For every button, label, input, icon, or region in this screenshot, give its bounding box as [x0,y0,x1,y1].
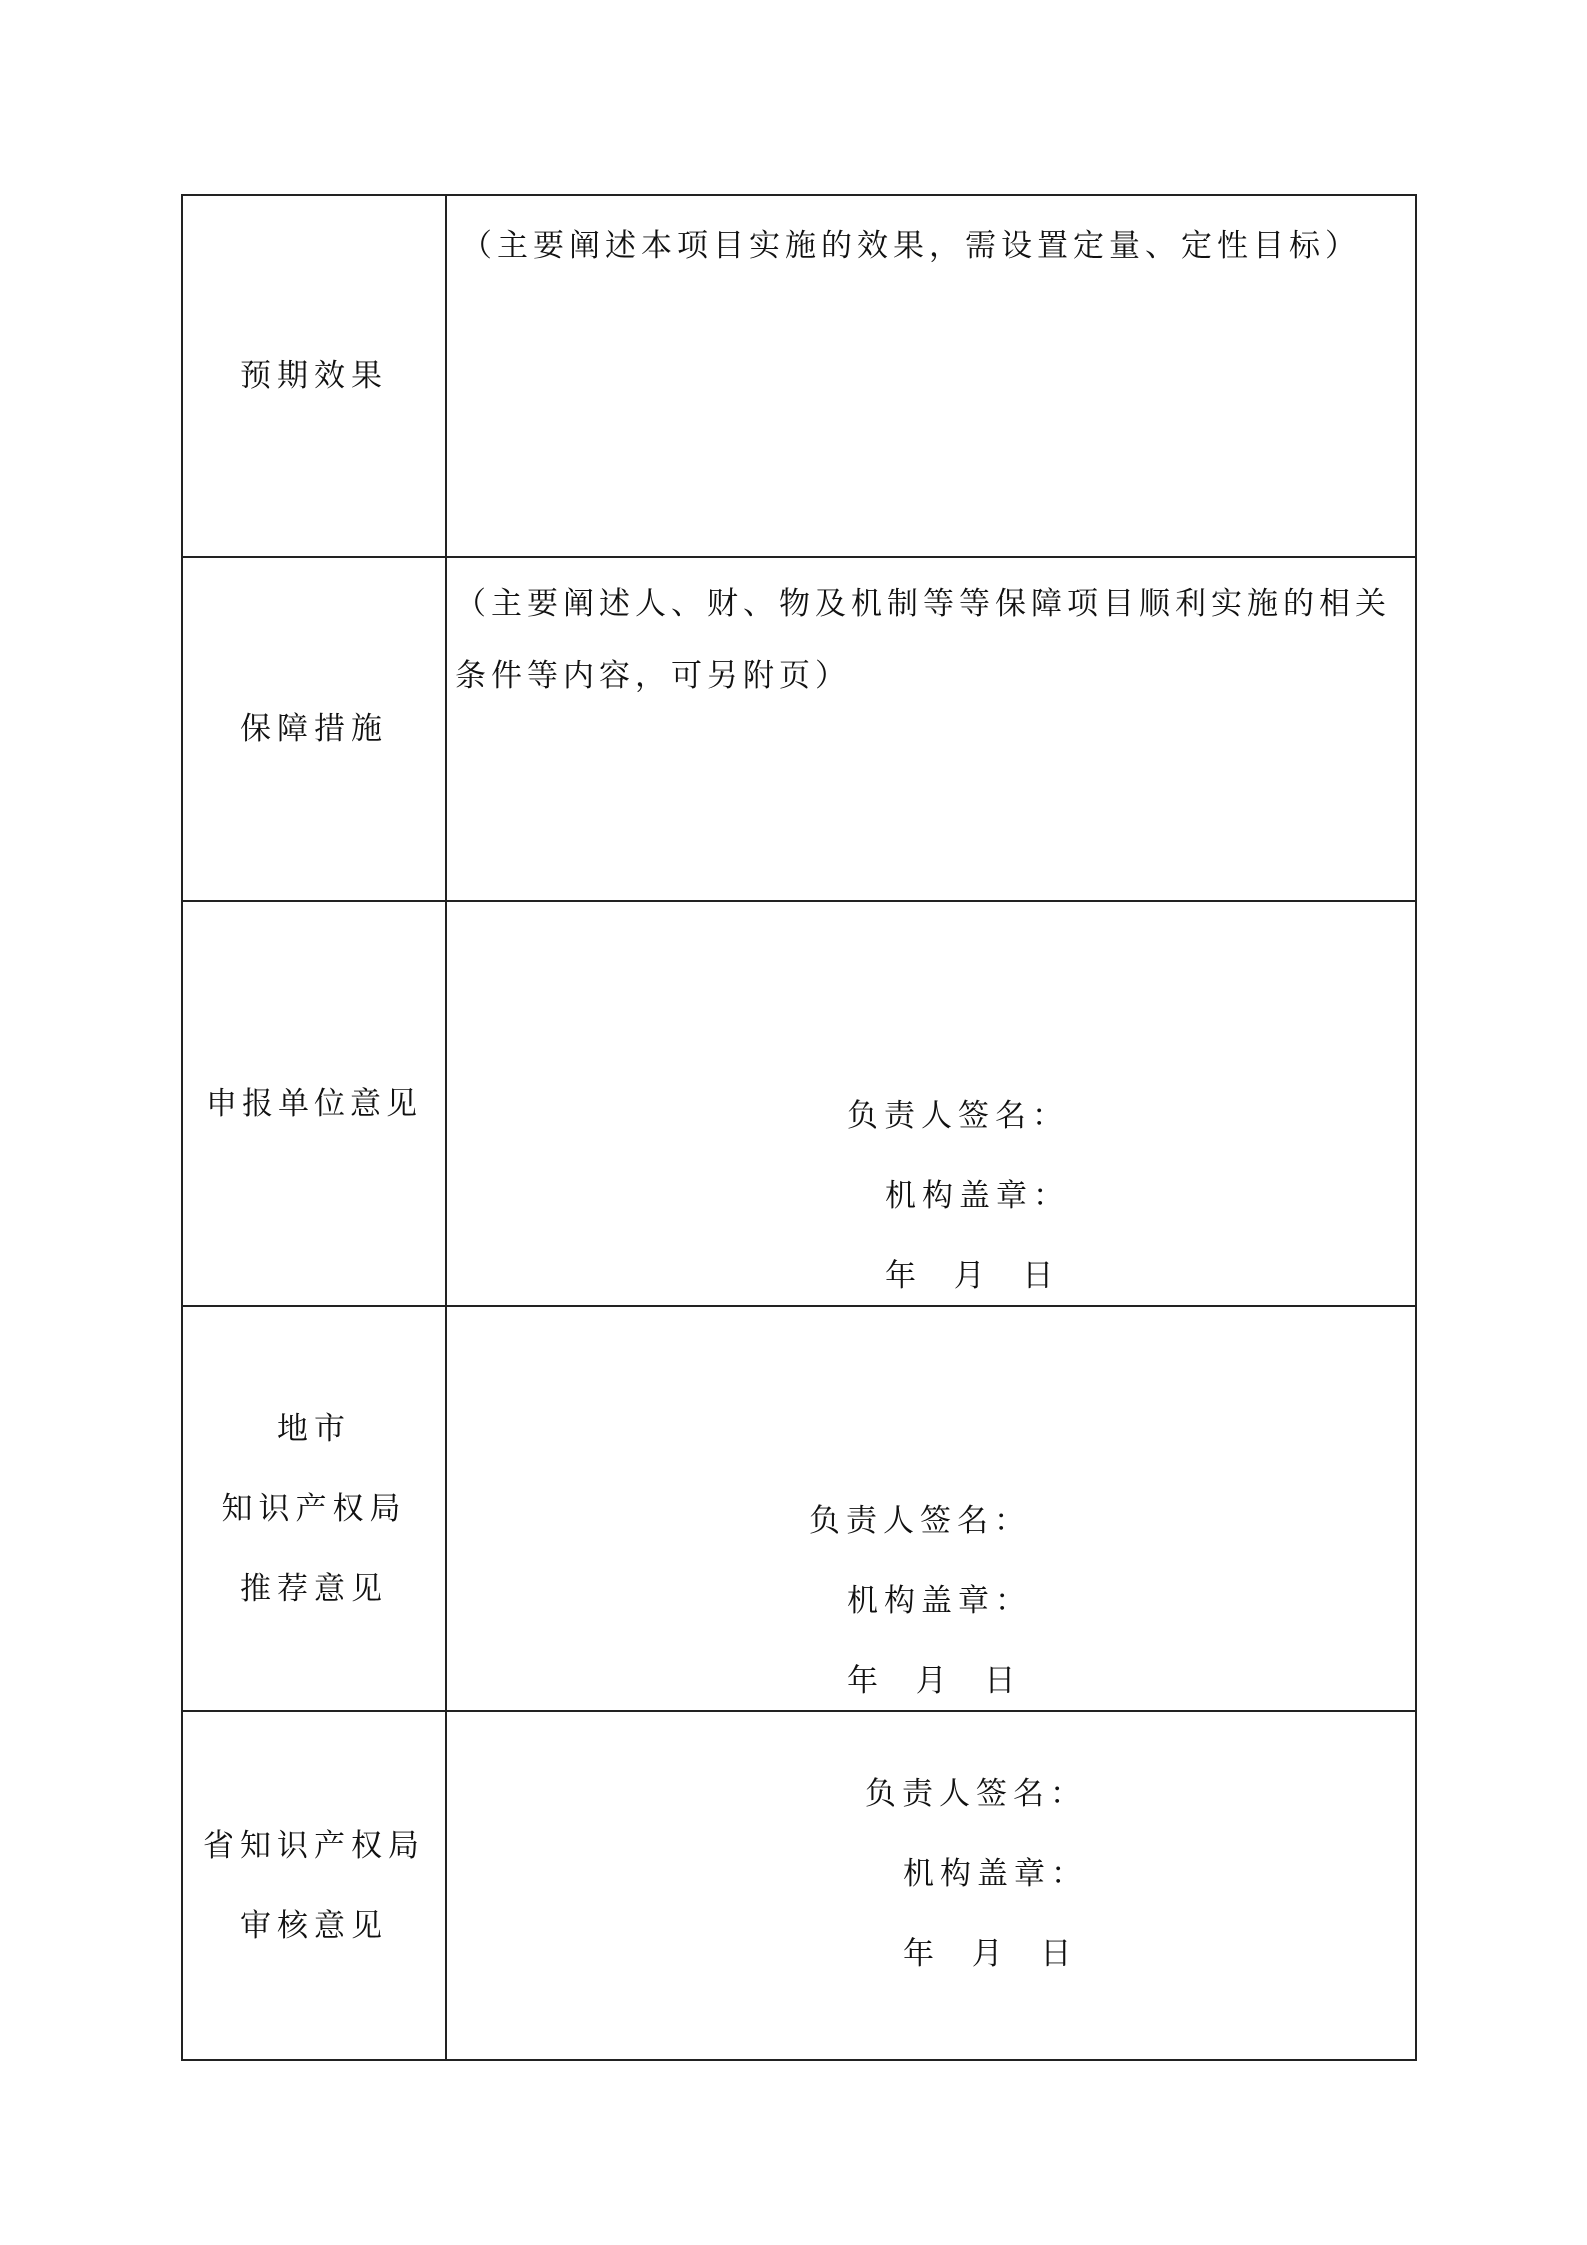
province-label-line-2: 审核意见 [240,1907,388,1944]
expected-effect-row [182,195,1416,557]
city-signature-label: 负责人签名： [809,1503,1031,1539]
province-signature-block [865,1754,1088,1994]
applicant-opinion-field[interactable] [446,901,1416,1306]
application-form-table [181,194,1417,2061]
city-opinion-row [182,1306,1416,1711]
city-label-line-1: 地市 [277,1410,351,1447]
province-signature-label: 负责人签名： [865,1776,1087,1812]
applicant-signature-label: 负责人签名： [847,1098,1069,1134]
province-opinion-field[interactable] [446,1711,1416,2060]
applicant-date-label: 年 月 日 [885,1258,1060,1294]
city-signature-block [809,1481,1032,1721]
city-seal-label: 机构盖章： [847,1583,1032,1619]
expected-effect-field[interactable] [446,195,1416,557]
safeguard-measures-field[interactable] [446,557,1416,901]
safeguard-measures-label: 保障措施 [182,557,446,901]
city-opinion-label [182,1306,446,1711]
expected-effect-label: 预期效果 [182,195,446,557]
city-date-label: 年 月 日 [847,1663,1022,1699]
applicant-seal-label: 机构盖章： [885,1178,1070,1214]
province-label-line-1: 省知识产权局 [203,1827,425,1864]
safeguard-measures-hint: （主要阐述人、财、物及机制等等保障项目顺利实施的相关条件等内容，可另附页） [455,586,1391,694]
province-seal-label: 机构盖章： [903,1856,1088,1892]
applicant-opinion-row [182,901,1416,1306]
province-opinion-label [182,1711,446,2060]
expected-effect-hint: （主要阐述本项目实施的效果，需设置定量、定性目标） [461,228,1361,264]
safeguard-measures-row [182,557,1416,901]
province-opinion-row [182,1711,1416,2060]
applicant-signature-block [847,1076,1070,1316]
city-label-line-2: 知识产权局 [221,1490,407,1527]
city-opinion-field[interactable] [446,1306,1416,1711]
applicant-opinion-label: 申报单位意见 [182,901,446,1306]
city-label-line-3: 推荐意见 [240,1570,388,1607]
province-date-label: 年 月 日 [903,1936,1078,1972]
